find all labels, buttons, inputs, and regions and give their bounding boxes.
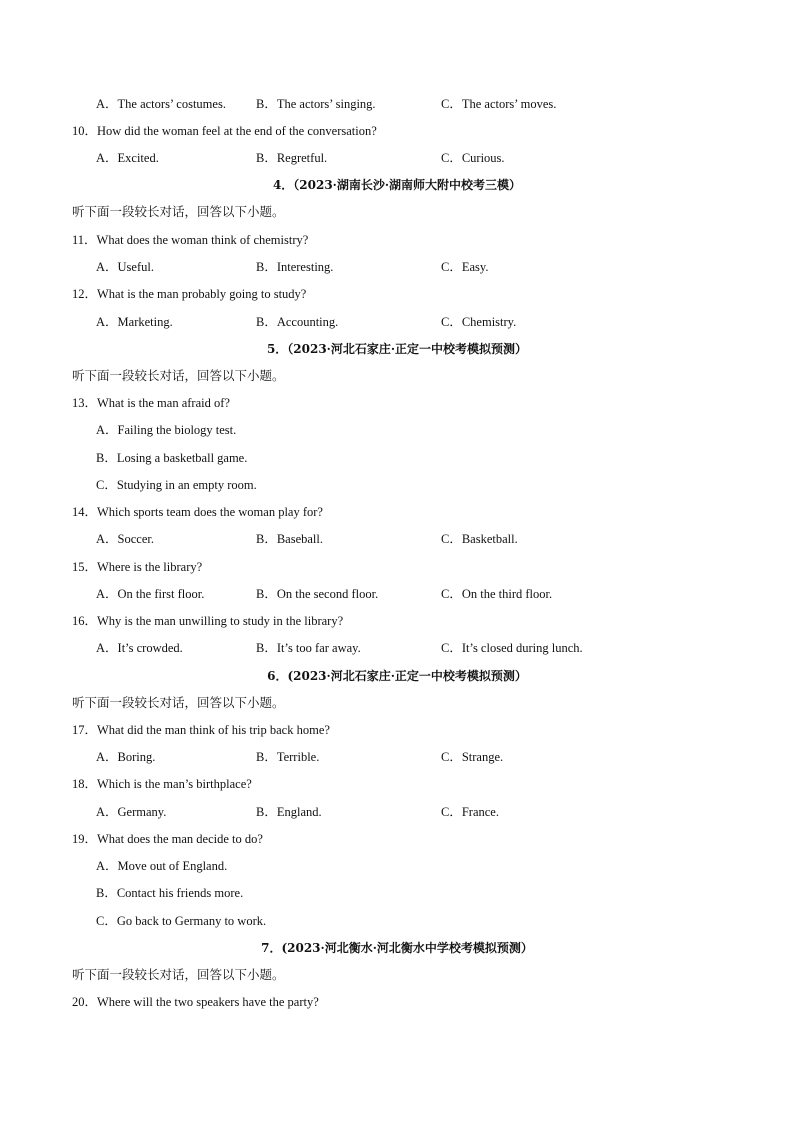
option-c: C．On the third floor. — [441, 587, 553, 601]
option-c: C．France. — [441, 805, 499, 819]
option-a: A．Germany. — [96, 805, 167, 819]
option-b: B．On the second floor. — [256, 587, 379, 601]
option-c: C．Studying in an empty room. — [96, 478, 257, 492]
option-a: A．Failing the biology test. — [96, 423, 237, 437]
question-11: 11．What does the woman think of chemistry? — [72, 233, 309, 247]
section-instruction: 听下面一段较长对话，回答以下小题。 — [72, 368, 285, 383]
option-a: A．Excited. — [96, 151, 159, 165]
question-10: 10．How did the woman feel at the end of the conversation? — [72, 124, 377, 138]
option-b: B．The actors’ singing. — [256, 97, 376, 111]
option-a: A．It’s crowded. — [96, 641, 183, 655]
option-c: C．Basketball. — [441, 532, 518, 546]
section-instruction: 听下面一段较长对话，回答以下小题。 — [72, 967, 285, 982]
option-c: C．Chemistry. — [441, 315, 517, 329]
question-14: 14．Which sports team does the woman play for? — [72, 505, 323, 519]
section-heading-4: 4．（2023·湖南长沙·湖南师大附中校考三模） — [272, 178, 522, 192]
option-b: B．Contact his friends more. — [96, 886, 244, 900]
option-b: B．England. — [256, 805, 322, 819]
question-13: 13．What is the man afraid of? — [72, 396, 230, 410]
section-instruction: 听下面一段较长对话，回答以下小题。 — [72, 695, 285, 710]
option-c: C．The actors’ moves. — [441, 97, 557, 111]
option-c: C．It’s closed during lunch. — [441, 641, 583, 655]
option-a: A．Move out of England. — [96, 859, 228, 873]
option-c: C．Easy. — [441, 260, 489, 274]
question-17: 17．What did the man think of his trip back home? — [72, 723, 330, 737]
option-a: A．Marketing. — [96, 315, 173, 329]
question-20: 20．Where will the two speakers have the party? — [72, 995, 319, 1009]
section-heading-5: 5．（2023·河北石家庄·正定一中校考模拟预测） — [266, 342, 528, 356]
question-18: 18．Which is the man’s birthplace? — [72, 777, 252, 791]
option-b: B．It’s too far away. — [256, 641, 361, 655]
section-heading-7: 7．(2023·河北衡水·河北衡水中学校考模拟预测） — [261, 941, 533, 955]
option-b: B．Losing a basketball game. — [96, 451, 248, 465]
option-a: A．On the first floor. — [96, 587, 205, 601]
question-15: 15．Where is the library? — [72, 560, 203, 574]
question-19: 19．What does the man decide to do? — [72, 832, 263, 846]
question-12: 12．What is the man probably going to study? — [72, 287, 307, 301]
option-c: C．Curious. — [441, 151, 505, 165]
option-b: B．Accounting. — [256, 315, 339, 329]
question-16: 16．Why is the man unwilling to study in the library? — [72, 614, 344, 628]
option-b: B．Regretful. — [256, 151, 328, 165]
section-heading-6: 6．(2023·河北石家庄·正定一中校考模拟预测） — [267, 669, 527, 683]
option-b: B．Terrible. — [256, 750, 320, 764]
option-b: B．Baseball. — [256, 532, 324, 546]
option-c: C．Strange. — [441, 750, 504, 764]
option-a: A．Useful. — [96, 260, 154, 274]
section-instruction: 听下面一段较长对话，回答以下小题。 — [72, 204, 285, 219]
option-a: A．The actors’ costumes. — [96, 97, 226, 111]
option-b: B．Interesting. — [256, 260, 334, 274]
option-c: C．Go back to Germany to work. — [96, 914, 267, 928]
option-a: A．Soccer. — [96, 532, 154, 546]
option-a: A．Boring. — [96, 750, 156, 764]
